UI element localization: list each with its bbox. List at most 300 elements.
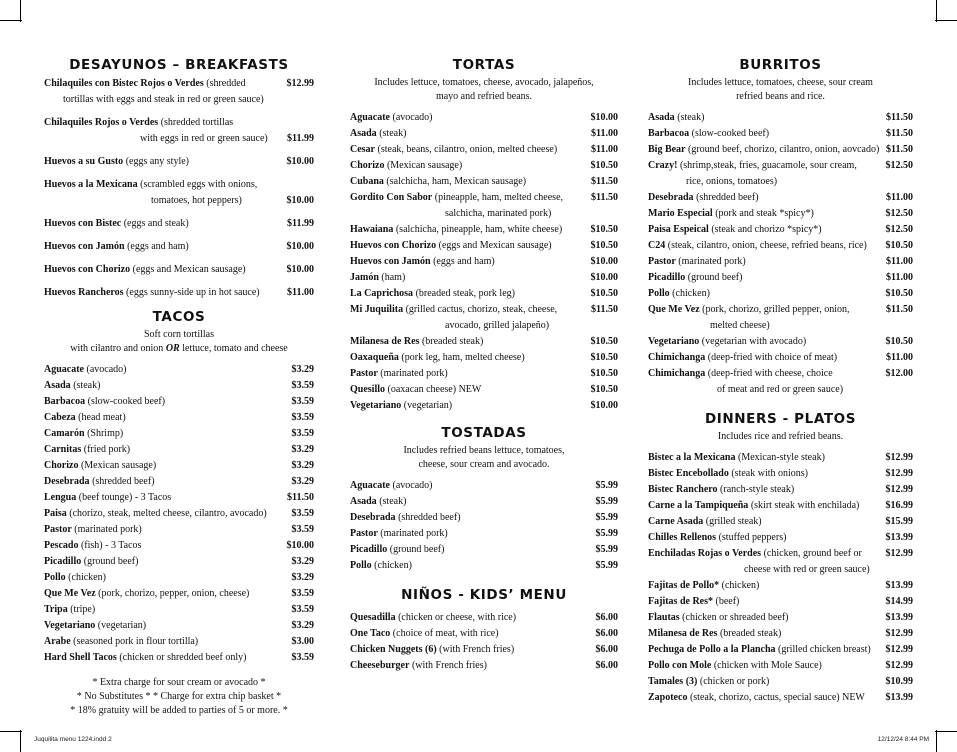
item-name: Paisa Espeical: [648, 224, 709, 235]
menu-item: [648, 270, 913, 286]
item-description: [44, 378, 292, 394]
item-name: Cesar: [350, 144, 375, 155]
item-price: $12.99: [885, 660, 913, 671]
item-price: $6.00: [595, 660, 618, 671]
menu-item: [350, 558, 618, 574]
item-description: [350, 510, 596, 526]
item-description: [648, 594, 886, 610]
item-name: Aguacate: [350, 112, 390, 123]
item-description: [44, 586, 292, 602]
item-description: [350, 126, 591, 142]
item-name: Que Me Vez: [648, 304, 700, 315]
item-name: Huevos con Chorizo: [44, 264, 131, 275]
item-name: Barbacoa: [44, 396, 86, 407]
item-description: [350, 254, 591, 270]
item-description: [648, 222, 886, 238]
item-name: Vegetariano: [44, 620, 96, 631]
menu-item: [44, 634, 314, 650]
menu-item: [44, 650, 314, 666]
item-detail: (Mexican sausage): [386, 160, 463, 171]
item-price: $10.50: [590, 384, 618, 395]
item-name: Chimichanga: [648, 368, 706, 379]
item-detail: (ground beef, chorizo, cilantro, onion, aovcado): [688, 144, 880, 155]
item-price: $6.00: [595, 612, 618, 623]
item-price: $11.00: [591, 144, 618, 155]
item-price: $5.99: [595, 480, 618, 491]
item-price: $11.00: [591, 128, 618, 139]
item-description: [44, 262, 287, 278]
menu-item: [350, 642, 618, 658]
item-description: [648, 190, 886, 206]
item-price: $10.50: [885, 288, 913, 299]
item-description: [648, 334, 886, 350]
item-detail: (ground beef): [389, 544, 445, 555]
item-detail-cont: rice, onions, tomatoes): [686, 176, 778, 187]
item-price: $11.50: [591, 304, 618, 315]
item-name: Bistec Ranchero: [648, 484, 718, 495]
item-name: Cabeza: [44, 412, 76, 423]
item-name: Carne Asada: [648, 516, 704, 527]
item-description: [44, 394, 292, 410]
item-price: $11.50: [287, 492, 314, 503]
item-price: $5.99: [595, 496, 618, 507]
item-name: Vegetariano: [648, 336, 700, 347]
item-name: Quesadilla: [350, 612, 396, 623]
item-price: $3.59: [291, 604, 314, 615]
menu-item: [44, 586, 314, 602]
tostadas-note: [350, 444, 618, 472]
item-name: Asada: [648, 112, 675, 123]
burritos-note: [648, 76, 913, 104]
item-description: [648, 366, 886, 398]
item-description: [648, 498, 886, 514]
crop-mark: [0, 731, 22, 732]
item-price: $11.00: [886, 272, 913, 283]
item-detail-cont: tortillas with eggs and steak in red or green sauce): [63, 94, 264, 105]
item-price: $3.59: [291, 396, 314, 407]
item-detail: (steak and chorizo *spicy*): [711, 224, 822, 235]
crop-mark: [935, 731, 957, 732]
item-description: [44, 442, 292, 458]
crop-mark: [935, 20, 957, 21]
item-detail: (chicken with Mole Sauce): [713, 660, 822, 671]
item-description: [648, 110, 886, 126]
menu-item: [44, 362, 314, 378]
item-detail: (chicken or pork): [699, 676, 770, 687]
menu-item: [648, 126, 913, 142]
footnote: * No Substitutes * * Charge for extra chip basket *: [76, 691, 282, 702]
item-detail-cont: of meat and red or green sauce): [717, 384, 844, 395]
item-detail: (grilled steak): [705, 516, 762, 527]
item-name: Crazy!: [648, 160, 678, 171]
item-name: Que Me Vez: [44, 588, 96, 599]
item-description: [648, 450, 886, 466]
item-description: [44, 650, 292, 666]
item-description: [44, 458, 292, 474]
menu-item: [648, 350, 913, 366]
item-detail-cont: tomatoes, hot peppers): [151, 195, 242, 206]
item-name: Huevos con Bistec: [44, 218, 122, 229]
item-description: [350, 398, 591, 414]
item-detail: (steak): [677, 112, 705, 123]
menu-item: [648, 158, 913, 190]
item-name: Huevos con Chorizo: [350, 240, 437, 251]
item-price: $11.50: [886, 144, 913, 155]
tacos-note-part: lettuce, tomato and cheese: [182, 343, 288, 354]
item-price: $10.00: [590, 272, 618, 283]
item-name: Lengua: [44, 492, 77, 503]
menu-item: [648, 594, 913, 610]
menu-item: [350, 610, 618, 626]
menu-item: [44, 115, 314, 147]
crop-mark: [936, 0, 937, 22]
menu-item: [44, 394, 314, 410]
item-detail: (steak): [73, 380, 101, 391]
item-detail: (vegetarian with avocado): [701, 336, 807, 347]
item-detail: (breaded steak, pork leg): [415, 288, 515, 299]
item-detail: (shredded beef): [398, 512, 461, 523]
item-detail: (eggs sunny-side up in hot sauce): [126, 287, 260, 298]
item-price: $14.99: [885, 596, 913, 607]
menu-item: [44, 538, 314, 554]
menu-item: [648, 690, 913, 706]
menu-item: [44, 76, 314, 108]
menu-item: [44, 378, 314, 394]
item-name: Picadillo: [648, 272, 686, 283]
item-price: $11.50: [591, 176, 618, 187]
menu-item: [44, 216, 314, 232]
menu-item: [648, 190, 913, 206]
item-name: Barbacoa: [648, 128, 690, 139]
tostadas-note-line2: cheese, sour cream and avocado.: [418, 459, 550, 470]
item-detail: (vegetarian): [403, 400, 453, 411]
item-name: Pastor: [350, 528, 378, 539]
item-price: $11.00: [287, 287, 314, 298]
item-name: Chorizo: [44, 460, 79, 471]
item-description: [648, 350, 886, 366]
item-name: Bistec Encebollado: [648, 468, 729, 479]
item-description: [350, 642, 596, 658]
item-description: [648, 690, 886, 706]
item-name: Gordito Con Sabor: [350, 192, 433, 203]
dinners-title: DINNERS - PLATOS: [704, 411, 857, 427]
menu-item: [350, 190, 618, 222]
item-detail: (marinated pork): [74, 524, 142, 535]
item-description: [648, 142, 886, 158]
item-name: Asada: [350, 496, 377, 507]
item-detail: (shrimp,steak, fries, guacamole, sour cream,: [679, 160, 857, 171]
item-name: Pollo: [350, 560, 372, 571]
breakfast-title: DESAYUNOS – BREAKFASTS: [69, 57, 289, 73]
item-detail: (marinated pork): [380, 368, 448, 379]
item-price: $3.29: [291, 460, 314, 471]
item-detail: (marinated pork): [380, 528, 448, 539]
tostadas-title: TOSTADAS: [441, 425, 527, 441]
item-price: $11.99: [287, 218, 314, 229]
tostadas-list: [350, 478, 618, 574]
item-name: Oaxaqueña: [350, 352, 399, 363]
menu-item: [648, 578, 913, 594]
item-price: $11.50: [591, 192, 618, 203]
item-description: [648, 578, 886, 594]
item-description: [44, 554, 292, 570]
menu-item: [350, 526, 618, 542]
item-description: [648, 674, 886, 690]
item-description: [350, 526, 596, 542]
item-name: Pastor: [350, 368, 378, 379]
item-name: Pollo: [648, 288, 670, 299]
item-detail: (chorizo, steak, melted cheese, cilantro, avocado): [69, 508, 267, 519]
menu-item: [44, 262, 314, 278]
item-detail: (salchicha, ham, Mexican sausage): [386, 176, 527, 187]
menu-item: [648, 642, 913, 658]
item-description: [648, 546, 886, 578]
item-price: $10.50: [590, 352, 618, 363]
item-detail: (shredded beef): [696, 192, 759, 203]
item-name: Vegetariano: [350, 400, 402, 411]
menu-item: [648, 334, 913, 350]
item-detail: (ranch-style steak): [720, 484, 795, 495]
menu-item: [350, 238, 618, 254]
item-description: [350, 190, 591, 222]
item-detail: (steak, cilantro, onion, cheese, refried beans, rice): [667, 240, 867, 251]
item-detail: (skirt steak with enchilada): [750, 500, 860, 511]
menu-item: [350, 174, 618, 190]
menu-item: [44, 618, 314, 634]
menu-item: [350, 334, 618, 350]
item-detail: (steak, beans, cilantro, onion, melted cheese): [377, 144, 558, 155]
item-detail: (marinated pork): [678, 256, 746, 267]
item-name: Paisa: [44, 508, 67, 519]
item-detail: (salchicha, pineapple, ham, white cheese): [395, 224, 563, 235]
item-price: $10.00: [590, 112, 618, 123]
item-detail: (eggs any style): [125, 156, 190, 167]
item-detail: (avocado): [392, 112, 433, 123]
item-price: $12.99: [286, 78, 314, 89]
item-detail: (eggs and ham): [127, 241, 189, 252]
item-name: Milanesa de Res: [648, 628, 718, 639]
item-name: Chorizo: [350, 160, 385, 171]
item-name: Asada: [44, 380, 71, 391]
item-name: Milanesa de Res: [350, 336, 420, 347]
menu-item: [350, 270, 618, 286]
dinners-note-line1: Includes rice and refried beans.: [717, 431, 844, 442]
menu-item: [648, 498, 913, 514]
menu-item: [350, 110, 618, 126]
kids-title: NIÑOS - KIDS’ MENU: [401, 587, 567, 603]
menu-item: [648, 222, 913, 238]
item-name: Chilles Rellenos: [648, 532, 717, 543]
item-detail: (eggs and Mexican sausage): [132, 264, 246, 275]
item-price: $3.59: [291, 508, 314, 519]
item-description: [350, 238, 591, 254]
item-price: $10.50: [590, 240, 618, 251]
item-description: [648, 658, 886, 674]
menu-item: [350, 658, 618, 674]
item-description: [350, 158, 591, 174]
item-name: Huevos a la Mexicana: [44, 179, 138, 190]
item-price: $5.99: [595, 544, 618, 555]
menu-item: [350, 286, 618, 302]
menu-item: [44, 285, 314, 301]
item-price: $3.59: [291, 652, 314, 663]
tacos-note-part: with cilantro and onion: [70, 343, 164, 354]
item-name: Hard Shell Tacos: [44, 652, 117, 663]
menu-item: [44, 554, 314, 570]
item-name: Chimichanga: [648, 352, 706, 363]
menu-item: [350, 478, 618, 494]
menu-item: [44, 426, 314, 442]
item-name: Picadillo: [44, 556, 82, 567]
item-price: $3.00: [291, 636, 314, 647]
tacos-note-line2: [44, 342, 314, 356]
item-name: Big Bear: [648, 144, 686, 155]
menu-item: [648, 302, 913, 334]
item-description: [648, 482, 886, 498]
tacos-title: TACOS: [152, 309, 206, 325]
tacos-note-or: OR: [165, 343, 180, 354]
menu-item: [648, 514, 913, 530]
item-detail: (chicken): [721, 580, 760, 591]
item-detail: (tripe): [70, 604, 96, 615]
item-description: [44, 216, 287, 232]
item-price: $3.59: [291, 524, 314, 535]
item-description: [350, 626, 596, 642]
item-description: [648, 626, 886, 642]
item-description: [44, 490, 287, 506]
item-description: [350, 382, 591, 398]
tacos-note: [44, 328, 314, 356]
item-detail: (slow-cooked beef): [691, 128, 770, 139]
item-description: [44, 362, 292, 378]
item-name: Pastor: [44, 524, 72, 535]
item-description: [44, 602, 292, 618]
item-name: Tripa: [44, 604, 68, 615]
menu-item: [648, 466, 913, 482]
item-description: [350, 558, 596, 574]
item-name: Desebrada: [648, 192, 694, 203]
item-description: [648, 466, 886, 482]
menu-item: [44, 177, 314, 209]
item-name: Pollo: [44, 572, 66, 583]
item-description: [648, 254, 886, 270]
menu-item: [648, 366, 913, 398]
item-name: Huevos Rancheros: [44, 287, 124, 298]
menu-item: [44, 490, 314, 506]
item-detail-cont: melted cheese): [710, 320, 770, 331]
item-description: [350, 302, 591, 334]
item-detail: (pork leg, ham, melted cheese): [401, 352, 525, 363]
column-left: [44, 56, 314, 718]
menu-item: [44, 522, 314, 538]
kids-list: [350, 610, 618, 674]
tortas-title: TORTAS: [452, 57, 516, 73]
menu-item: [44, 506, 314, 522]
item-detail: (grilled cactus, chorizo, steak, cheese,: [405, 304, 558, 315]
item-detail: (head meat): [78, 412, 126, 423]
item-description: [350, 366, 591, 382]
item-detail: (breaded steak): [421, 336, 484, 347]
tostadas-note-line1: Includes refried beans lettuce, tomatoes,: [403, 445, 565, 456]
item-price: $11.50: [886, 304, 913, 315]
item-description: [44, 570, 292, 586]
item-description: [648, 238, 886, 254]
item-price: $3.29: [291, 476, 314, 487]
footnote: * 18% gratuity will be added to parties of 5 or more. *: [70, 705, 288, 716]
item-description: [44, 618, 292, 634]
item-price: $11.50: [886, 128, 913, 139]
item-name: Desebrada: [44, 476, 90, 487]
item-detail: (breaded steak): [719, 628, 782, 639]
item-name: Chilaquiles con Bistec Rojos o Verdes: [44, 78, 204, 89]
item-detail: (chicken): [672, 288, 710, 299]
item-detail: (oaxacan cheese) NEW: [387, 384, 482, 395]
item-detail: (chicken): [68, 572, 106, 583]
item-price: $15.99: [885, 516, 913, 527]
menu-item: [648, 610, 913, 626]
menu-item: [350, 158, 618, 174]
item-detail: (pork, chorizo, grilled pepper, onion,: [702, 304, 850, 315]
item-detail: (chicken or cheese, with rice): [398, 612, 517, 623]
item-name: Bistec a la Mexicana: [648, 452, 736, 463]
item-price: $13.99: [885, 612, 913, 623]
item-detail: (beef tounge) - 3 Tacos: [78, 492, 172, 503]
item-name: Fajitas de Pollo*: [648, 580, 720, 591]
item-name: Fajitas de Res*: [648, 596, 713, 607]
item-detail-cont: avocado, grilled jalapeño): [445, 320, 550, 331]
item-detail: (ground beef): [83, 556, 139, 567]
menu-item: [44, 410, 314, 426]
menu-item: [350, 542, 618, 558]
item-description: [44, 177, 287, 209]
item-name: Huevos con Jamón: [44, 241, 125, 252]
item-detail: (ham): [381, 272, 406, 283]
item-price: $3.29: [291, 620, 314, 631]
item-name: Huevos a su Gusto: [44, 156, 124, 167]
item-price: $13.99: [885, 532, 913, 543]
item-detail: (pork, chorizo, pepper, onion, cheese): [98, 588, 250, 599]
item-description: [44, 426, 292, 442]
item-price: $3.59: [291, 412, 314, 423]
item-detail: (chicken, ground beef or: [763, 548, 862, 559]
item-description: [350, 222, 591, 238]
item-price: $3.29: [291, 556, 314, 567]
menu-item: [648, 482, 913, 498]
item-price: $12.00: [885, 368, 913, 379]
slug-left: Juquilita menu 1224.indd 2: [34, 736, 112, 743]
dinners-list: [648, 450, 913, 706]
dinners-note: [648, 430, 913, 444]
menu-item: [350, 626, 618, 642]
item-price: $3.59: [291, 428, 314, 439]
tacos-list: [44, 362, 314, 666]
item-name: Camarón: [44, 428, 85, 439]
item-detail: (avocado): [392, 480, 433, 491]
item-price: $3.59: [291, 380, 314, 391]
item-name: Quesillo: [350, 384, 386, 395]
item-price: $3.29: [291, 364, 314, 375]
item-description: [44, 285, 287, 301]
item-detail: (with French fries): [439, 644, 515, 655]
item-price: $5.99: [595, 560, 618, 571]
item-price: $10.00: [590, 400, 618, 411]
item-price: $5.99: [595, 528, 618, 539]
item-price: $10.00: [286, 241, 314, 252]
item-detail: (deep-fried with choice of meat): [707, 352, 838, 363]
item-name: Picadillo: [350, 544, 388, 555]
menu-item: [648, 658, 913, 674]
item-detail: (fish) - 3 Tacos: [80, 540, 142, 551]
